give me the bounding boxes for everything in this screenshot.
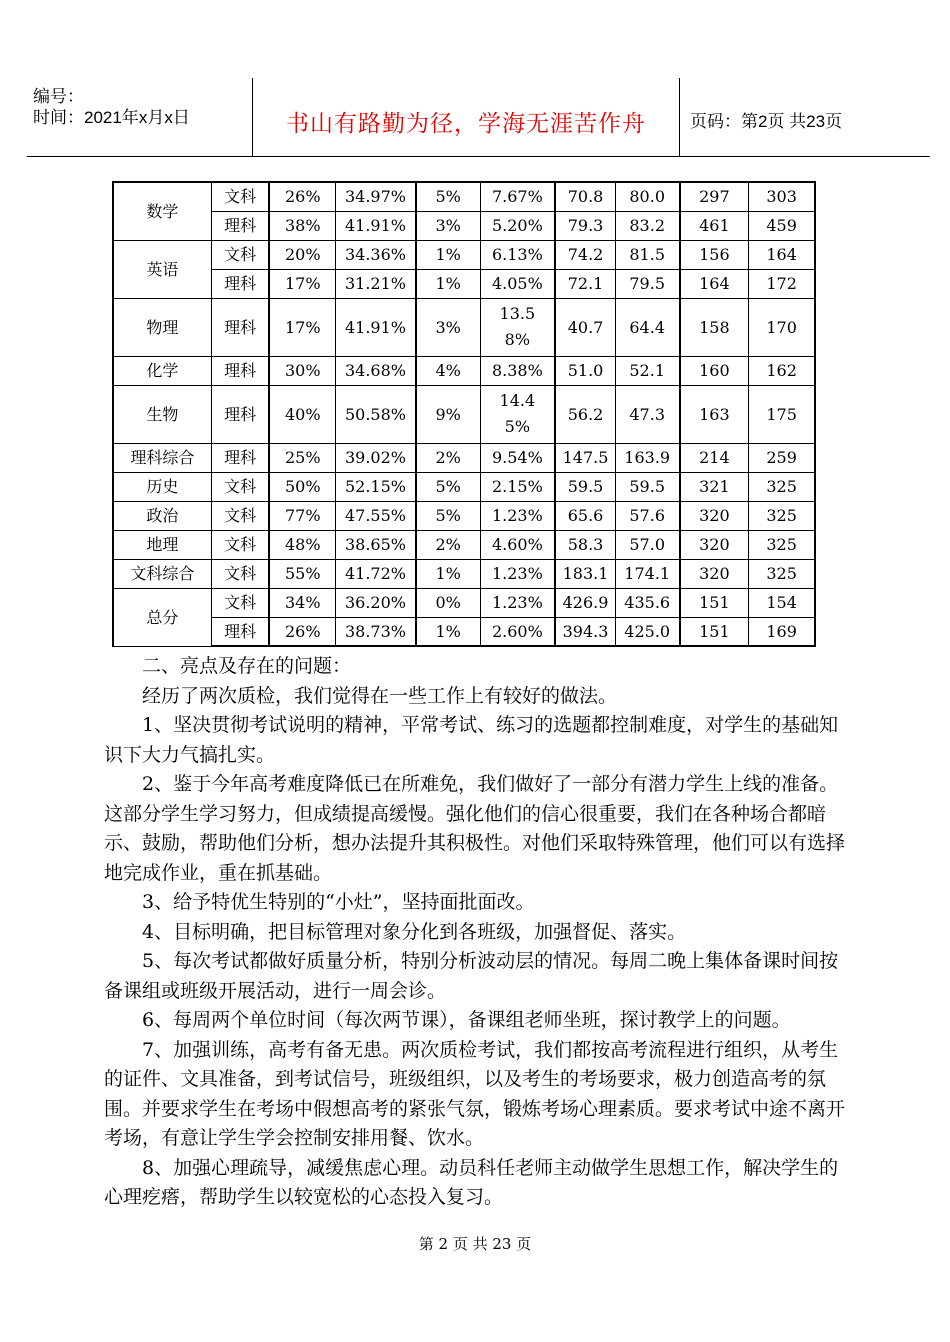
value-cell: 3% <box>416 211 480 240</box>
motto-text: 书山有路勤为径，学海无涯苦作舟 <box>286 111 646 137</box>
value-cell: 425.0 <box>615 617 679 646</box>
subject-cell: 生物 <box>113 385 211 443</box>
subject-cell: 文科综合 <box>113 559 211 588</box>
value-cell: 6.13% <box>480 240 555 269</box>
value-cell: 31.21% <box>336 269 416 298</box>
value-cell: 4.05% <box>480 269 555 298</box>
table-row <box>113 182 815 211</box>
value-cell: 325 <box>749 472 815 501</box>
value-cell: 164 <box>680 269 749 298</box>
value-cell: 41.91% <box>336 211 416 240</box>
value-cell: 4.60% <box>480 530 555 559</box>
value-cell: 459 <box>749 211 815 240</box>
page-footer: 第 2 页 共 23 页 <box>418 1235 532 1253</box>
paragraph: 5、每次考试都做好质量分析，特别分析波动层的情况。每周二晚上集体备课时间按备课组或班级开展活动，进行一周会诊。 <box>104 950 839 1002</box>
value-cell: 56.2 <box>555 385 615 443</box>
value-cell: 170 <box>749 298 815 356</box>
value-cell: 297 <box>680 182 749 211</box>
value-cell: 9% <box>416 385 480 443</box>
table-row <box>113 211 815 240</box>
value-cell: 50% <box>269 472 335 501</box>
header-motto-cell <box>253 78 680 156</box>
value-cell: 7.67% <box>480 182 555 211</box>
table-row <box>113 269 815 298</box>
track-cell: 文科 <box>211 559 269 588</box>
value-cell: 320 <box>680 530 749 559</box>
value-cell: 320 <box>680 501 749 530</box>
value-cell: 2% <box>416 443 480 472</box>
value-cell: 65.6 <box>555 501 615 530</box>
value-cell: 1.23% <box>480 559 555 588</box>
header-info-cell <box>27 78 253 156</box>
subject-cell: 理科综合 <box>113 443 211 472</box>
track-cell: 文科 <box>211 501 269 530</box>
value-cell: 1% <box>416 559 480 588</box>
value-cell: 162 <box>749 356 815 385</box>
value-cell: 70.8 <box>555 182 615 211</box>
track-cell: 理科 <box>211 443 269 472</box>
value-cell: 158 <box>680 298 749 356</box>
subject-cell: 英语 <box>113 240 211 298</box>
value-cell: 81.5 <box>615 240 679 269</box>
subject-cell: 化学 <box>113 356 211 385</box>
subject-cell: 历史 <box>113 472 211 501</box>
value-cell: 34.68% <box>336 356 416 385</box>
value-cell: 74.2 <box>555 240 615 269</box>
value-cell: 57.6 <box>615 501 679 530</box>
value-cell: 64.4 <box>615 298 679 356</box>
value-cell: 5.20% <box>480 211 555 240</box>
value-cell: 79.3 <box>555 211 615 240</box>
value-cell: 5% <box>416 182 480 211</box>
table-row <box>113 588 815 617</box>
value-cell: 58.3 <box>555 530 615 559</box>
track-cell: 文科 <box>211 182 269 211</box>
value-cell: 25% <box>269 443 335 472</box>
value-cell: 1% <box>416 269 480 298</box>
value-cell: 38% <box>269 211 335 240</box>
value-cell: 20% <box>269 240 335 269</box>
subject-cell: 政治 <box>113 501 211 530</box>
time-label: 时间：2021年x月x日 <box>33 108 190 127</box>
value-cell: 57.0 <box>615 530 679 559</box>
paragraph: 3、给予特优生特别的“小灶”，坚持面批面改。 <box>142 891 535 913</box>
score-table <box>112 181 816 647</box>
value-cell: 325 <box>749 530 815 559</box>
track-cell: 理科 <box>211 269 269 298</box>
value-cell: 154 <box>749 588 815 617</box>
track-cell: 理科 <box>211 211 269 240</box>
value-cell: 2.60% <box>480 617 555 646</box>
value-cell: 40.7 <box>555 298 615 356</box>
value-cell: 163 <box>680 385 749 443</box>
track-cell: 文科 <box>211 530 269 559</box>
value-cell: 26% <box>269 182 335 211</box>
value-cell: 164 <box>749 240 815 269</box>
value-cell: 4% <box>416 356 480 385</box>
value-cell: 52.1 <box>615 356 679 385</box>
table-row <box>113 298 815 356</box>
value-cell: 79.5 <box>615 269 679 298</box>
value-cell: 26% <box>269 617 335 646</box>
subject-cell: 物理 <box>113 298 211 356</box>
subject-cell: 总分 <box>113 588 211 646</box>
header-page-number: 页码：第2页 共23页 <box>690 112 843 131</box>
value-cell: 83.2 <box>615 211 679 240</box>
value-cell: 9.54% <box>480 443 555 472</box>
value-cell: 147.5 <box>555 443 615 472</box>
value-cell: 3% <box>416 298 480 356</box>
value-cell: 34.97% <box>336 182 416 211</box>
table-row <box>113 501 815 530</box>
value-cell: 38.65% <box>336 530 416 559</box>
paragraph: 经历了两次质检，我们觉得在一些工作上有较好的做法。 <box>142 684 618 707</box>
value-cell: 160 <box>680 356 749 385</box>
paragraph: 7、加强训练，高考有备无患。两次质检考试，我们都按高考流程进行组织，从考生的证件、文具准备，到考试信号，班级组织，以及考生的考场要求，极力创造高考的氛围。并要求学生在考场中假想高考的紧张气氛，锻炼考场心理素质。要求考试中途不离开考场，有意让学生学会控制安排用餐、饮水。 <box>104 1038 846 1149</box>
value-cell: 50.58% <box>336 385 416 443</box>
value-cell: 5% <box>416 472 480 501</box>
value-cell: 151 <box>680 617 749 646</box>
value-cell: 1.23% <box>480 501 555 530</box>
table-row <box>113 385 815 443</box>
value-cell: 17% <box>269 269 335 298</box>
paragraph: 6、每周两个单位时间（每次两节课），备课组老师坐班，探讨教学上的问题。 <box>142 1009 791 1031</box>
value-cell: 259 <box>749 443 815 472</box>
track-cell: 理科 <box>211 356 269 385</box>
subject-cell: 数学 <box>113 182 211 240</box>
track-cell: 文科 <box>211 240 269 269</box>
value-cell: 59.5 <box>555 472 615 501</box>
value-cell: 461 <box>680 211 749 240</box>
value-cell: 0% <box>416 588 480 617</box>
value-cell: 435.6 <box>615 588 679 617</box>
value-cell: 8.38% <box>480 356 555 385</box>
paragraph: 8、加强心理疏导，减缓焦虑心理。动员科任老师主动做学生思想工作，解决学生的心理疙瘩，帮助学生以较宽松的心态投入复习。 <box>104 1156 839 1208</box>
value-cell: 40% <box>269 385 335 443</box>
track-cell: 文科 <box>211 588 269 617</box>
value-cell: 156 <box>680 240 749 269</box>
value-cell: 394.3 <box>555 617 615 646</box>
doc-number-label: 编号： <box>33 87 84 106</box>
value-cell: 14.45% <box>480 385 555 443</box>
paragraph: 1、坚决贯彻考试说明的精神，平常考试、练习的选题都控制难度，对学生的基础知识下大力气搞扎实。 <box>104 714 839 766</box>
value-cell: 320 <box>680 559 749 588</box>
value-cell: 169 <box>749 617 815 646</box>
section-title: 二、亮点及存在的问题： <box>142 655 352 677</box>
table-row <box>113 530 815 559</box>
value-cell: 2% <box>416 530 480 559</box>
value-cell: 39.02% <box>336 443 416 472</box>
value-cell: 47.3 <box>615 385 679 443</box>
value-cell: 1% <box>416 617 480 646</box>
value-cell: 38.73% <box>336 617 416 646</box>
table-row <box>113 240 815 269</box>
page-header <box>27 78 930 157</box>
value-cell: 1.23% <box>480 588 555 617</box>
value-cell: 303 <box>749 182 815 211</box>
table-row <box>113 443 815 472</box>
body-text <box>104 652 854 1213</box>
value-cell: 174.1 <box>615 559 679 588</box>
value-cell: 34.36% <box>336 240 416 269</box>
value-cell: 72.1 <box>555 269 615 298</box>
value-cell: 13.58% <box>480 298 555 356</box>
value-cell: 17% <box>269 298 335 356</box>
track-cell: 理科 <box>211 298 269 356</box>
value-cell: 48% <box>269 530 335 559</box>
table-row <box>113 472 815 501</box>
track-cell: 理科 <box>211 385 269 443</box>
table-row <box>113 356 815 385</box>
value-cell: 214 <box>680 443 749 472</box>
value-cell: 41.91% <box>336 298 416 356</box>
value-cell: 55% <box>269 559 335 588</box>
value-cell: 5% <box>416 501 480 530</box>
value-cell: 51.0 <box>555 356 615 385</box>
value-cell: 2.15% <box>480 472 555 501</box>
value-cell: 36.20% <box>336 588 416 617</box>
subject-cell: 地理 <box>113 530 211 559</box>
value-cell: 34% <box>269 588 335 617</box>
value-cell: 80.0 <box>615 182 679 211</box>
table-row <box>113 559 815 588</box>
track-cell: 理科 <box>211 617 269 646</box>
value-cell: 325 <box>749 501 815 530</box>
value-cell: 1% <box>416 240 480 269</box>
paragraph: 2、鉴于今年高考难度降低已在所难免，我们做好了一部分有潜力学生上线的准备。这部分学生学习努力，但成绩提高缓慢。强化他们的信心很重要，我们在各种场合都暗示、鼓励，帮助他们分析，想办法提升其积极性。对他们采取特殊管理，他们可以有选择地完成作业，重在抓基础。 <box>104 773 846 884</box>
paragraph: 4、目标明确，把目标管理对象分化到各班级，加强督促、落实。 <box>142 920 687 943</box>
header-page-cell <box>680 78 930 156</box>
value-cell: 325 <box>749 559 815 588</box>
value-cell: 321 <box>680 472 749 501</box>
value-cell: 52.15% <box>336 472 416 501</box>
value-cell: 151 <box>680 588 749 617</box>
value-cell: 30% <box>269 356 335 385</box>
value-cell: 47.55% <box>336 501 416 530</box>
value-cell: 183.1 <box>555 559 615 588</box>
value-cell: 172 <box>749 269 815 298</box>
table-row <box>113 617 815 646</box>
value-cell: 175 <box>749 385 815 443</box>
value-cell: 77% <box>269 501 335 530</box>
value-cell: 41.72% <box>336 559 416 588</box>
value-cell: 426.9 <box>555 588 615 617</box>
value-cell: 59.5 <box>615 472 679 501</box>
paragraph-list <box>104 682 854 1213</box>
track-cell: 文科 <box>211 472 269 501</box>
value-cell: 163.9 <box>615 443 679 472</box>
